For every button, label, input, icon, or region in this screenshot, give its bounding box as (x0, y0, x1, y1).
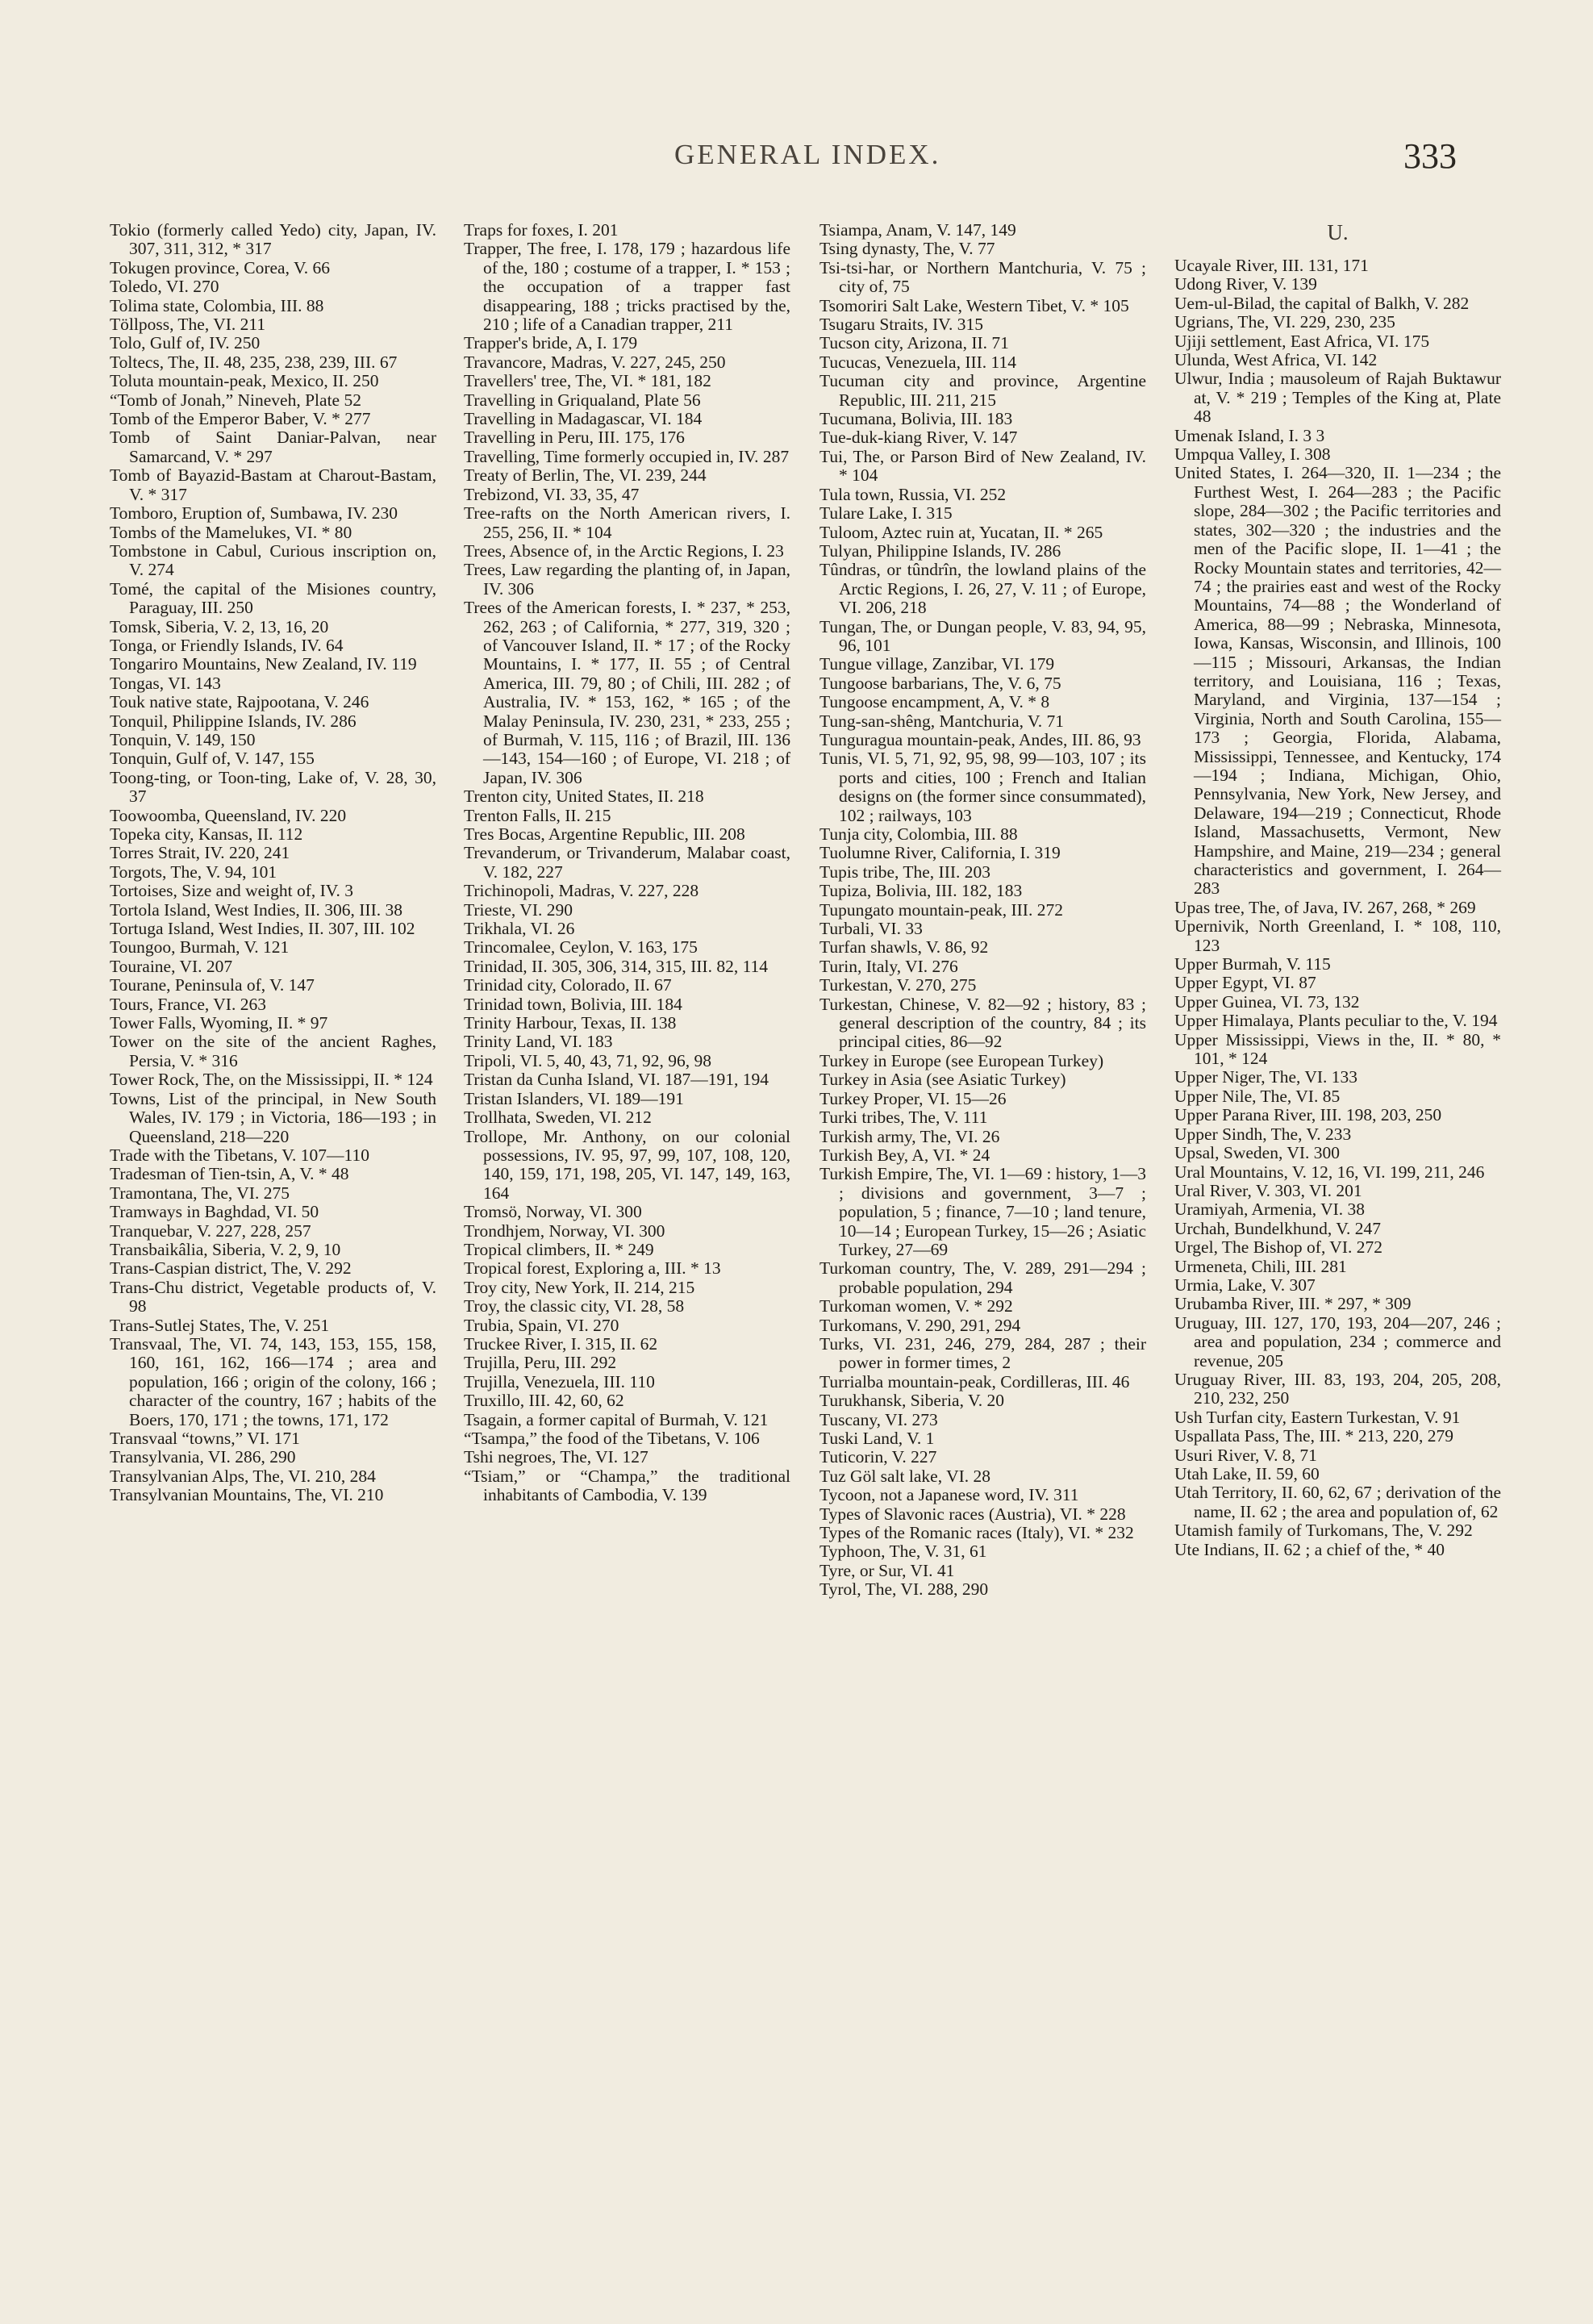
index-entry: Toowoomba, Queensland, IV. 220 (110, 805, 347, 825)
index-entry: Turkey in Europe (see European Turkey) (819, 1050, 1104, 1070)
index-entry: Upper Mississippi, Views in the, II. * 80, * 101, * 124 (1174, 1029, 1501, 1069)
index-entry: Ulwur, India ; mausoleum of Rajah Buktawur at, V. * 219 ; Temples of the King at, Plate 48 (1174, 369, 1501, 427)
index-entry: Tuticorin, V. 227 (819, 1447, 937, 1467)
index-entry: Trapper's bride, A, I. 179 (464, 333, 638, 353)
index-entry: Trondhjem, Norway, VI. 300 (464, 1220, 665, 1241)
index-entry: Töllposs, The, VI. 211 (110, 315, 266, 335)
index-entry: Trapper, The free, I. 178, 179 ; hazardous life of the, 180 ; costume of a trapper, I. * 153 ; the occupation of a trapper fast disappearing, 188 ; tricks practised by the, 210 ; life of a Canadian trapper, 211 (464, 239, 790, 335)
index-entry: Turbali, VI. 33 (819, 919, 923, 939)
index-column-4 (1174, 221, 1501, 2286)
index-entry: Touraine, VI. 207 (110, 956, 233, 976)
index-entry: Trinidad, II. 305, 306, 314, 315, III. 82, 114 (464, 956, 769, 976)
index-entry: Tranquebar, V. 227, 228, 257 (110, 1220, 311, 1241)
index-entry: Tuloom, Aztec ruin at, Yucatan, II. * 265 (819, 522, 1103, 542)
index-entry: Tshi negroes, The, VI. 127 (464, 1447, 648, 1467)
index-entry: Toong-ting, or Toon-ting, Lake of, V. 28, 30, 37 (110, 767, 436, 807)
index-entry: Turrialba mountain-peak, Cordilleras, III. 46 (819, 1371, 1130, 1391)
index-entry: Tombs of the Mamelukes, VI. * 80 (110, 522, 352, 542)
index-entry: Tuski Land, V. 1 (819, 1429, 935, 1448)
index-entry: Tycoon, not a Japanese word, IV. 311 (819, 1485, 1079, 1505)
index-entry: Trans-Chu district, Vegetable products of, V. 98 (110, 1277, 436, 1316)
index-entry: Tortuga Island, West Indies, II. 307, III. 102 (110, 919, 415, 939)
page-header (0, 136, 1593, 179)
index-entry: Tropical forest, Exploring a, III. * 13 (464, 1258, 721, 1279)
index-entry: Uspallata Pass, The, III. * 213, 220, 279 (1174, 1426, 1453, 1446)
index-entry: Trinidad city, Colorado, II. 67 (464, 975, 672, 995)
index-entry: Tomb of Saint Daniar-Palvan, near Samarcand, V. * 297 (110, 428, 436, 466)
index-entry: Trevanderum, or Trivanderum, Malabar coast, V. 182, 227 (464, 843, 790, 882)
index-entry: Tokio (formerly called Yedo) city, Japan, IV. 307, 311, 312, * 317 (110, 220, 436, 259)
index-entry: Tonga, or Friendly Islands, IV. 64 (110, 635, 344, 655)
index-entry: Transylvanian Mountains, The, VI. 210 (110, 1485, 384, 1505)
index-entry: Upsal, Sweden, VI. 300 (1174, 1143, 1341, 1163)
index-entry: Tramways in Baghdad, VI. 50 (110, 1202, 319, 1222)
index-entry: Turkish Empire, The, VI. 1—69 : history, 1—3 ; divisions and government, 3—7 ; population, 5 ; finance, 7—10 ; land tenure, 10—14 ; European Turkey, 15—26 ; Asiatic Turkey, 27—69 (819, 1164, 1146, 1259)
index-entry: Umenak Island, I. 3 3 (1174, 425, 1325, 445)
index-entry: Ulunda, West Africa, VI. 142 (1174, 350, 1378, 370)
index-entry: Tupiza, Bolivia, III. 182, 183 (819, 881, 1023, 901)
index-entry: Umpqua Valley, I. 308 (1174, 444, 1331, 465)
index-entry: Tungoose barbarians, The, V. 6, 75 (819, 673, 1061, 693)
index-entry: Turin, Italy, VI. 276 (819, 956, 958, 976)
index-entry: Trenton city, United States, II. 218 (464, 786, 704, 807)
index-entry: Toledo, VI. 270 (110, 277, 219, 297)
index-entry: Travelling in Peru, III. 175, 176 (464, 428, 685, 448)
index-entry: Turkey Proper, VI. 15—26 (819, 1088, 1007, 1108)
index-entry: Trujilla, Peru, III. 292 (464, 1353, 617, 1373)
index-entry: Tonquin, V. 149, 150 (110, 729, 256, 749)
index-entry: Tucuman city and province, Argentine Republic, III. 211, 215 (819, 371, 1146, 410)
index-entry: Turki tribes, The, V. 111 (819, 1108, 988, 1128)
index-entry: Turks, VI. 231, 246, 279, 284, 287 ; their power in former times, 2 (819, 1333, 1146, 1373)
index-entry: Upas tree, The, of Java, IV. 267, 268, * 269 (1174, 897, 1476, 917)
index-entry: Travelling, Time formerly occupied in, IV. 287 (464, 446, 790, 466)
index-entry: Toluta mountain-peak, Mexico, II. 250 (110, 371, 379, 391)
index-entry: Tucumana, Bolivia, III. 183 (819, 409, 1013, 429)
index-entry: Urchah, Bundelkhund, V. 247 (1174, 1218, 1381, 1238)
index-entry: Tupungato mountain-peak, III. 272 (819, 899, 1063, 920)
index-entry: Upper Guinea, VI. 73, 132 (1174, 991, 1360, 1012)
index-entry: Trans-Caspian district, The, V. 292 (110, 1258, 352, 1279)
index-entry: Tomboro, Eruption of, Sumbawa, IV. 230 (110, 503, 398, 524)
index-entry: Tsiampa, Anam, V. 147, 149 (819, 220, 1016, 240)
index-entry: Tokugen province, Corea, V. 66 (110, 257, 330, 277)
index-entry: Tsi-tsi-har, or Northern Mantchuria, V. 75 ; city of, 75 (819, 257, 1146, 297)
index-entry: Tuolumne River, California, I. 319 (819, 843, 1061, 863)
index-entry: Tulare Lake, I. 315 (819, 503, 953, 524)
index-entry: Trans-Sutlej States, The, V. 251 (110, 1315, 330, 1335)
index-entry: Tomsk, Siberia, V. 2, 13, 16, 20 (110, 616, 329, 636)
index-entry: Turkey in Asia (see Asiatic Turkey) (819, 1070, 1066, 1090)
index-entry: Tolo, Gulf of, IV. 250 (110, 333, 261, 353)
index-entry: Transylvanian Alps, The, VI. 210, 284 (110, 1466, 376, 1486)
index-entry: Tongas, VI. 143 (110, 673, 221, 693)
index-entry: Tristan Islanders, VI. 189—191 (464, 1088, 684, 1108)
index-entry: Uem-ul-Bilad, the capital of Balkh, V. 282 (1174, 293, 1470, 313)
index-entry: Tomé, the capital of the Misiones country, Paraguay, III. 250 (110, 578, 436, 618)
index-entry: Utah Lake, II. 59, 60 (1174, 1464, 1320, 1483)
index-entry: Urmeneta, Chili, III. 281 (1174, 1256, 1347, 1276)
index-entry: Turkestan, V. 270, 275 (819, 975, 977, 995)
index-entry: Trollope, Mr. Anthony, on our colonial possessions, IV. 95, 97, 99, 107, 108, 120, 140, 159, 171, 198, 205, VI. 147, 149, 163, 164 (464, 1126, 790, 1203)
index-entry: Utah Territory, II. 60, 62, 67 ; derivation of the name, II. 62 ; the area and population of, 62 (1174, 1483, 1501, 1521)
index-column-3 (819, 221, 1146, 2286)
index-entry: Troy, the classic city, VI. 28, 58 (464, 1296, 685, 1316)
index-entry: Urgel, The Bishop of, VI. 272 (1174, 1237, 1382, 1258)
index-entry: Tui, The, or Parson Bird of New Zealand, IV. * 104 (819, 446, 1146, 486)
index-entry: Upper Burmah, V. 115 (1174, 954, 1331, 974)
index-entry: Trenton Falls, II. 215 (464, 805, 611, 825)
index-entry: Toltecs, The, II. 48, 235, 238, 239, III. 67 (110, 352, 398, 372)
index-entry: Turfan shawls, V. 86, 92 (819, 937, 989, 958)
index-entry: Urubamba River, III. * 297, * 309 (1174, 1294, 1412, 1314)
index-entry: Urmia, Lake, V. 307 (1174, 1275, 1316, 1295)
index-entry: Transvaal, The, VI. 74, 143, 153, 155, 158, 160, 161, 162, 166—174 ; area and population, 166 ; origin of the colony, 166 ; character of the country, 167 ; habits of the Boers, 170, 171 ; the towns, 171, 172 (110, 1333, 436, 1429)
index-entry: Tucucas, Venezuela, III. 114 (819, 352, 1016, 372)
index-entry: Tsagain, a former capital of Burmah, V. 121 (464, 1409, 769, 1429)
index-entry: Tungue village, Zanzibar, VI. 179 (819, 654, 1055, 674)
index-entry: Udong River, V. 139 (1174, 274, 1317, 294)
index-entry: Usuri River, V. 8, 71 (1174, 1445, 1317, 1465)
index-entry: Tonquin, Gulf of, V. 147, 155 (110, 749, 315, 769)
index-entry: Toungoo, Burmah, V. 121 (110, 937, 290, 958)
index-entry: Uruguay River, III. 83, 193, 204, 205, 208, 210, 232, 250 (1174, 1369, 1501, 1408)
index-entry: Transbaikâlia, Siberia, V. 2, 9, 10 (110, 1239, 341, 1259)
index-entry: Tungan, The, or Dungan people, V. 83, 94, 95, 96, 101 (819, 616, 1146, 655)
index-entry: Towns, List of the principal, in New South Wales, IV. 179 ; in Victoria, 186—193 ; in Queensland, 218—220 (110, 1088, 436, 1146)
index-entry: Turkish Bey, A, VI. * 24 (819, 1145, 990, 1165)
index-entry: Trichinopoli, Madras, V. 227, 228 (464, 881, 699, 901)
index-entry: Ural Mountains, V. 12, 16, VI. 199, 211, 246 (1174, 1162, 1485, 1182)
index-entry: Travelling in Madagascar, VI. 184 (464, 409, 703, 429)
index-entry: Ural River, V. 303, VI. 201 (1174, 1180, 1362, 1200)
index-entry: United States, I. 264—320, II. 1—234 ; the Furthest West, I. 264—283 ; the Pacific slope, 284—302 ; the Pacific territories and states, 302—320 ; the industries and the men of the Pacific slope, II. 1—41 ; the Rocky Mountain states and territories, 42—74 ; the prairies east and west of the Rocky Mountains, 74—88 ; the Wonderland of America, 88—99 ; Nebraska, Minnesota, Iowa, Kansas, Wisconsin, and Illinois, 100—115 ; Missouri, Arkansas, the Indian territory, and Louisiana, 116 ; Texas, Maryland, and Virginia, 137—154 ; Virginia, North and South Carolina, 155—173 ; Georgia, Florida, Alabama, Mississippi, Tennessee, and Kentucky, 174—194 ; Indiana, Michigan, Ohio, Pennsylvania, New York, New Jersey, and Delaware, 194—219 ; Connecticut, Rhode Island, Massachusetts, Vermont, New Hampshire, and Maine, 219—234 ; general characteristics and government, I. 264—283 (1174, 463, 1501, 899)
index-entry: Tuscany, VI. 273 (819, 1409, 938, 1429)
index-entry: Tree-rafts on the North American rivers, I. 255, 256, II. * 104 (464, 503, 790, 542)
index-entry: Torgots, The, V. 94, 101 (110, 862, 277, 882)
index-entry: Upper Sindh, The, V. 233 (1174, 1124, 1352, 1144)
index-entry: Trujilla, Venezuela, III. 110 (464, 1371, 655, 1391)
index-entry: Ush Turfan city, Eastern Turkestan, V. 91 (1174, 1407, 1461, 1427)
index-entry: Travelling in Griqualand, Plate 56 (464, 390, 701, 410)
index-entry: Tonquil, Philippine Islands, IV. 286 (110, 711, 357, 731)
index-entry: Upper Nile, The, VI. 85 (1174, 1086, 1341, 1106)
index-entry: Trees of the American forests, I. * 237, * 253, 262, 263 ; of California, * 277, 319, 320 ; of Vancouver Island, II. * 17 ; of the Rocky Mountains, I. * 177, II. 55 ; of Central America, III. 79, 80 ; of Chili, III. 282 ; of Australia, IV. * 153, 162, * 165 ; of the Malay Peninsula, IV. 230, 231, * 233, 255 ; of Burmah, V. 115, 116 ; of Brazil, III. 136—143, 154—160 ; of Europe, VI. 218 ; of Japan, IV. 306 (464, 598, 790, 787)
index-entry: Tsugaru Straits, IV. 315 (819, 315, 983, 335)
index-entry: Travellers' tree, The, VI. * 181, 182 (464, 371, 711, 391)
index-entry: Trade with the Tibetans, V. 107—110 (110, 1145, 369, 1165)
index-entry: Trinidad town, Bolivia, III. 184 (464, 994, 682, 1014)
index-columns (110, 220, 1501, 2286)
page-number: 333 (1403, 136, 1457, 176)
index-entry: Tortoises, Size and weight of, IV. 3 (110, 881, 354, 901)
index-entry: Transylvania, VI. 286, 290 (110, 1447, 296, 1467)
index-entry: Tradesman of Tien-tsin, A, V. * 48 (110, 1164, 349, 1184)
index-entry: Trieste, VI. 290 (464, 899, 573, 920)
index-entry: Ugrians, The, VI. 229, 230, 235 (1174, 312, 1395, 332)
index-entry: Tungoose encampment, A, V. * 8 (819, 692, 1050, 712)
index-entry: Upper Himalaya, Plants peculiar to the, V. 194 (1174, 1011, 1498, 1031)
index-entry: Travancore, Madras, V. 227, 245, 250 (464, 352, 726, 372)
index-entry: Tue-duk-kiang River, V. 147 (819, 428, 1018, 448)
section-letter: U. (1327, 220, 1349, 244)
index-entry: Tongariro Mountains, New Zealand, IV. 119 (110, 654, 417, 674)
index-entry: Tombstone in Cabul, Curious inscription on, V. 274 (110, 540, 436, 580)
index-entry: Tyrol, The, VI. 288, 290 (819, 1579, 989, 1600)
index-entry: Turkish army, The, VI. 26 (819, 1126, 1000, 1146)
index-entry: Typhoon, The, V. 31, 61 (819, 1542, 987, 1562)
index-entry: Topeka city, Kansas, II. 112 (110, 824, 303, 844)
index-entry: Truckee River, I. 315, II. 62 (464, 1333, 658, 1354)
index-entry: Turkomans, V. 290, 291, 294 (819, 1315, 1021, 1335)
index-entry: Tûndras, or tûndrîn, the lowland plains of the Arctic Regions, I. 26, 27, V. 11 ; of Europe, VI. 206, 218 (819, 560, 1146, 618)
index-entry: Torres Strait, IV. 220, 241 (110, 843, 290, 863)
index-entry: Upper Niger, The, VI. 133 (1174, 1067, 1358, 1087)
index-entry: Uramiyah, Armenia, VI. 38 (1174, 1200, 1366, 1220)
index-entry: Trinity Land, VI. 183 (464, 1032, 613, 1052)
index-entry: Uruguay, III. 127, 170, 193, 204—207, 246 ; area and population, 234 ; commerce and revenue, 205 (1174, 1312, 1501, 1371)
running-head: GENERAL INDEX. (674, 139, 941, 170)
index-entry: Turkoman country, The, V. 289, 291—294 ; probable population, 294 (819, 1258, 1146, 1297)
index-entry: Tupis tribe, The, III. 203 (819, 862, 991, 882)
index-entry: Tucson city, Arizona, II. 71 (819, 333, 1009, 353)
index-entry: Trollhata, Sweden, VI. 212 (464, 1108, 652, 1128)
index-entry: Types of Slavonic races (Austria), VI. * 228 (819, 1504, 1126, 1524)
index-entry: Tolima state, Colombia, III. 88 (110, 295, 324, 315)
index-entry: “Tsampa,” the food of the Tibetans, V. 106 (464, 1429, 760, 1448)
index-entry: Upper Egypt, VI. 87 (1174, 973, 1316, 993)
index-entry: Utamish family of Turkomans, The, V. 292 (1174, 1521, 1473, 1541)
index-entry: Tyre, or Sur, VI. 41 (819, 1560, 955, 1580)
index-entry: Transvaal “towns,” VI. 171 (110, 1429, 300, 1448)
index-entry: Ujiji settlement, East Africa, VI. 175 (1174, 331, 1430, 351)
index-entry: Tropical climbers, II. * 249 (464, 1239, 654, 1259)
index-entry: Ucayale River, III. 131, 171 (1174, 256, 1369, 275)
index-entry: Tortola Island, West Indies, II. 306, III. 38 (110, 899, 402, 920)
index-entry: Touk native state, Rajpootana, V. 246 (110, 692, 369, 712)
index-entry: Tripoli, VI. 5, 40, 43, 71, 92, 96, 98 (464, 1050, 712, 1070)
index-entry: Upper Parana River, III. 198, 203, 250 (1174, 1105, 1442, 1125)
index-entry: Traps for foxes, I. 201 (464, 220, 619, 240)
index-entry: Upernivik, North Greenland, I. * 108, 110, 123 (1174, 916, 1501, 955)
index-entry: Troy city, New York, II. 214, 215 (464, 1277, 695, 1297)
index-entry: Tower Falls, Wyoming, II. * 97 (110, 1013, 328, 1033)
index-entry: Tramontana, The, VI. 275 (110, 1183, 290, 1203)
index-entry: Tristan da Cunha Island, VI. 187—191, 194 (464, 1070, 769, 1090)
index-column-1 (110, 221, 436, 2286)
index-entry: “Tomb of Jonah,” Nineveh, Plate 52 (110, 390, 361, 410)
index-entry: Tsing dynasty, The, V. 77 (819, 239, 995, 259)
index-entry: Tres Bocas, Argentine Republic, III. 208 (464, 824, 745, 844)
index-entry: Tunguragua mountain-peak, Andes, III. 86, 93 (819, 729, 1141, 749)
index-entry: Turkestan, Chinese, V. 82—92 ; history, 83 ; general description of the country, 84 ; its principal cities, 86—92 (819, 994, 1146, 1052)
index-entry: Treaty of Berlin, The, VI. 239, 244 (464, 465, 707, 486)
index-entry: Trees, Law regarding the planting of, in Japan, IV. 306 (464, 560, 790, 599)
index-entry: Tulyan, Philippine Islands, IV. 286 (819, 540, 1061, 561)
index-entry: Tunja city, Colombia, III. 88 (819, 824, 1018, 844)
index-entry: Tomb of Bayazid-Bastam at Charout-Bastam, V. * 317 (110, 465, 436, 504)
index-entry: Ute Indians, II. 62 ; a chief of the, * 40 (1174, 1539, 1445, 1559)
index-entry: Turkoman women, V. * 292 (819, 1296, 1013, 1316)
index-entry: Trincomalee, Ceylon, V. 163, 175 (464, 937, 698, 958)
index-entry: “Tsiam,” or “Champa,” the traditional inhabitants of Cambodia, V. 139 (464, 1466, 790, 1505)
index-entry: Trinity Harbour, Texas, II. 138 (464, 1013, 677, 1033)
index-entry: Tower Rock, The, on the Mississippi, II. * 124 (110, 1070, 433, 1090)
index-entry: Trebizond, VI. 33, 35, 47 (464, 484, 640, 504)
index-entry: Tours, France, VI. 263 (110, 994, 266, 1014)
index-entry: Tuz Göl salt lake, VI. 28 (819, 1466, 991, 1486)
index-entry: Turukhansk, Siberia, V. 20 (819, 1391, 1004, 1411)
index-entry: Tromsö, Norway, VI. 300 (464, 1202, 642, 1222)
index-entry: Trubia, Spain, VI. 270 (464, 1315, 619, 1335)
index-entry: Tsomoriri Salt Lake, Western Tibet, V. * 105 (819, 295, 1129, 315)
index-entry: Trikhala, VI. 26 (464, 919, 575, 939)
index-column-2 (464, 221, 790, 2286)
index-entry: Tomb of the Emperor Baber, V. * 277 (110, 409, 371, 429)
index-entry: Tunis, VI. 5, 71, 92, 95, 98, 99—103, 107 ; its ports and cities, 100 ; French and Italian designs on (the former since consummated), 102 ; railways, 103 (819, 749, 1146, 825)
index-entry: Types of the Romanic races (Italy), VI. * 232 (819, 1523, 1134, 1543)
index-entry: Trees, Absence of, in the Arctic Regions, I. 23 (464, 540, 784, 561)
index-entry: Tourane, Peninsula of, V. 147 (110, 975, 315, 995)
index-entry: Tower on the site of the ancient Raghes, Persia, V. * 316 (110, 1032, 436, 1070)
index-entry: Truxillo, III. 42, 60, 62 (464, 1391, 624, 1411)
index-entry: Tung-san-shêng, Mantchuria, V. 71 (819, 711, 1064, 731)
index-entry: Tula town, Russia, VI. 252 (819, 484, 1007, 504)
